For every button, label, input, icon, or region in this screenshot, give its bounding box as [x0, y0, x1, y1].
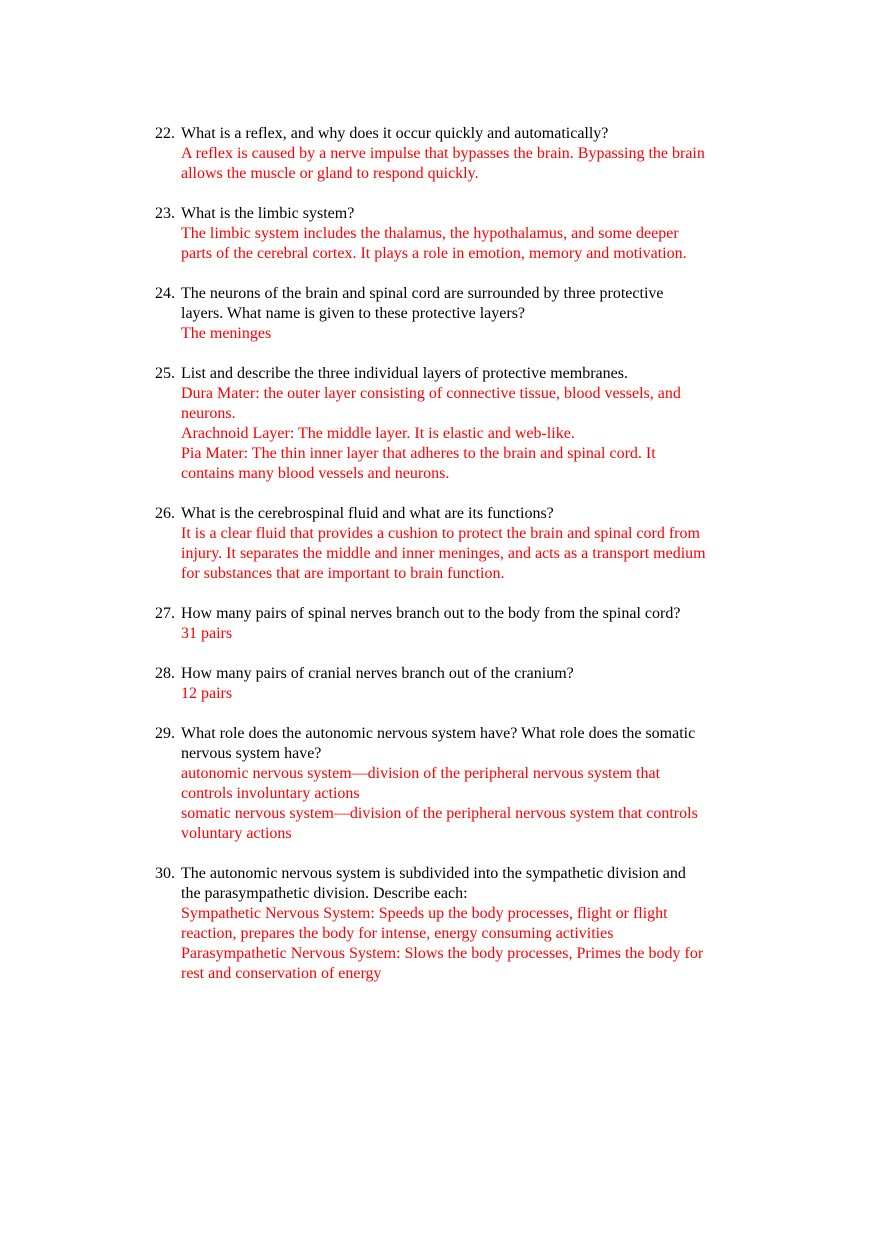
answer-line: Arachnoid Layer: The middle layer. It is elastic and web-like. [181, 425, 575, 442]
question-number: 27. [155, 605, 175, 622]
answer-line: contains many blood vessels and neurons. [181, 465, 450, 482]
qa-body [181, 604, 755, 644]
question-number: 23. [155, 205, 175, 222]
qa-item-29 [155, 724, 755, 844]
question-line: nervous system have? [181, 745, 322, 762]
question-line: The neurons of the brain and spinal cord are surrounded by three protective [181, 285, 664, 302]
qa-item-24 [155, 284, 755, 344]
qa-body [181, 124, 755, 184]
question-number: 25. [155, 365, 175, 382]
qa-item-30 [155, 864, 755, 984]
answer-line: 12 pairs [181, 685, 233, 702]
answer-line: The limbic system includes the thalamus, the hypothalamus, and some deeper [181, 225, 679, 242]
question-line: the parasympathetic division. Describe each: [181, 885, 468, 902]
qa-body [181, 664, 755, 704]
question-line: What is the limbic system? [181, 205, 355, 222]
answer-line: The meninges [181, 325, 272, 342]
qa-body [181, 864, 755, 984]
answer-line: rest and conservation of energy [181, 965, 382, 982]
question-line: What is a reflex, and why does it occur quickly and automatically? [181, 125, 609, 142]
answer-line: reaction, prepares the body for intense, energy consuming activities [181, 925, 614, 942]
question-line: layers. What name is given to these protective layers? [181, 305, 526, 322]
answer-line: Dura Mater: the outer layer consisting of connective tissue, blood vessels, and [181, 385, 681, 402]
question-line: The autonomic nervous system is subdivided into the sympathetic division and [181, 865, 686, 882]
answer-line: for substances that are important to brain function. [181, 565, 505, 582]
question-number: 22. [155, 125, 175, 142]
qa-item-25 [155, 364, 755, 484]
question-line: What role does the autonomic nervous system have? What role does the somatic [181, 725, 696, 742]
answer-line: neurons. [181, 405, 236, 422]
question-number: 26. [155, 505, 175, 522]
qa-item-22 [155, 124, 755, 184]
qa-body [181, 504, 755, 584]
qa-item-27 [155, 604, 755, 644]
question-line: What is the cerebrospinal fluid and what are its functions? [181, 505, 554, 522]
answer-line: controls involuntary actions [181, 785, 360, 802]
answer-line: autonomic nervous system—division of the peripheral nervous system that [181, 765, 661, 782]
qa-item-23 [155, 204, 755, 264]
question-number: 28. [155, 665, 175, 682]
answer-line: injury. It separates the middle and inner meninges, and acts as a transport medium [181, 545, 706, 562]
answer-line: Pia Mater: The thin inner layer that adheres to the brain and spinal cord. It [181, 445, 656, 462]
answer-line: Sympathetic Nervous System: Speeds up the body processes, flight or flight [181, 905, 668, 922]
answer-line: 31 pairs [181, 625, 233, 642]
answer-line: A reflex is caused by a nerve impulse that bypasses the brain. Bypassing the brain [181, 145, 705, 162]
answer-line: It is a clear fluid that provides a cushion to protect the brain and spinal cord from [181, 525, 700, 542]
qa-item-26 [155, 504, 755, 584]
question-number: 30. [155, 865, 175, 882]
qa-item-28 [155, 664, 755, 704]
question-line: How many pairs of spinal nerves branch out to the body from the spinal cord? [181, 605, 681, 622]
qa-body [181, 284, 755, 344]
question-line: How many pairs of cranial nerves branch out of the cranium? [181, 665, 574, 682]
question-number: 29. [155, 725, 175, 742]
question-number: 24. [155, 285, 175, 302]
qa-body [181, 204, 755, 264]
question-line: List and describe the three individual layers of protective membranes. [181, 365, 628, 382]
answer-line: somatic nervous system—division of the peripheral nervous system that controls [181, 805, 698, 822]
qa-body [181, 724, 755, 844]
answer-line: Parasympathetic Nervous System: Slows the body processes, Primes the body for [181, 945, 704, 962]
question-answer-list [155, 124, 755, 984]
answer-line: voluntary actions [181, 825, 292, 842]
answer-line: parts of the cerebral cortex. It plays a role in emotion, memory and motivation. [181, 245, 687, 262]
answer-line: allows the muscle or gland to respond quickly. [181, 165, 479, 182]
qa-body [181, 364, 755, 484]
